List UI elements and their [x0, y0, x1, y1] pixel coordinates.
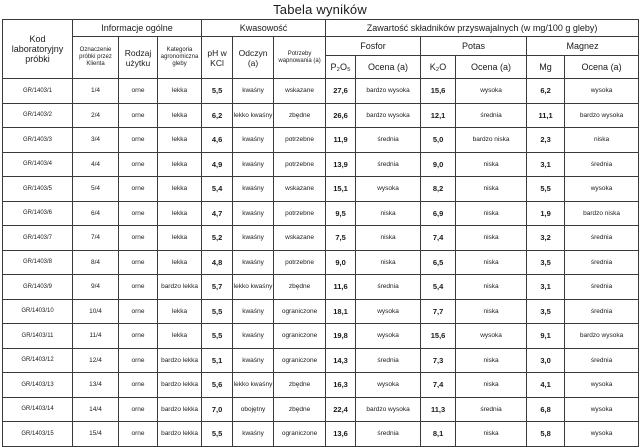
cell-potrzeby: ograniczone — [274, 422, 326, 447]
cell-oznaczenie: 11/4 — [73, 324, 119, 349]
cell-rodzaj: orne — [119, 103, 158, 128]
cell-p2o5: 27,6 — [326, 79, 356, 104]
cell-rodzaj: orne — [119, 373, 158, 398]
cell-odczyn: kwaśny — [233, 348, 274, 373]
cell-ocena-k: bardzo niska — [456, 128, 527, 153]
cell-k2o: 5,4 — [421, 275, 456, 300]
cell-mg: 3,1 — [527, 152, 565, 177]
cell-ocena-p: wysoka — [356, 177, 421, 202]
cell-oznaczenie: 9/4 — [73, 275, 119, 300]
cell-oznaczenie: 15/4 — [73, 422, 119, 447]
cell-rodzaj: orne — [119, 226, 158, 251]
cell-kod: GR/1403/1 — [3, 79, 73, 104]
cell-mg: 3,5 — [527, 299, 565, 324]
header-mg: Mg — [527, 56, 565, 79]
cell-rodzaj: orne — [119, 397, 158, 422]
cell-ocena-k: niska — [456, 348, 527, 373]
cell-potrzeby: potrzebne — [274, 152, 326, 177]
cell-k2o: 12,1 — [421, 103, 456, 128]
table-row — [3, 299, 639, 324]
cell-k2o: 7,3 — [421, 348, 456, 373]
cell-oznaczenie: 13/4 — [73, 373, 119, 398]
cell-oznaczenie: 8/4 — [73, 250, 119, 275]
cell-mg: 5,5 — [527, 177, 565, 202]
cell-ocena-mg: bardzo wysoka — [565, 324, 639, 349]
cell-ph: 5,1 — [202, 348, 233, 373]
cell-rodzaj: orne — [119, 348, 158, 373]
cell-rodzaj: orne — [119, 152, 158, 177]
cell-mg: 3,2 — [527, 226, 565, 251]
cell-potrzeby: wskazane — [274, 177, 326, 202]
cell-potrzeby: zbędne — [274, 275, 326, 300]
cell-kod: GR/1403/4 — [3, 152, 73, 177]
cell-ph: 5,2 — [202, 226, 233, 251]
cell-ocena-mg: średnia — [565, 299, 639, 324]
cell-kod: GR/1403/11 — [3, 324, 73, 349]
cell-ph: 5,6 — [202, 373, 233, 398]
cell-k2o: 11,3 — [421, 397, 456, 422]
header-magnez: Magnez — [527, 37, 639, 56]
cell-odczyn: kwaśny — [233, 324, 274, 349]
cell-odczyn: lekko kwaśny — [233, 275, 274, 300]
cell-ocena-p: średnia — [356, 152, 421, 177]
cell-kod: GR/1403/3 — [3, 128, 73, 153]
cell-ocena-mg: wysoka — [565, 397, 639, 422]
cell-k2o: 15,6 — [421, 324, 456, 349]
cell-rodzaj: orne — [119, 299, 158, 324]
table-row — [3, 177, 639, 202]
cell-potrzeby: zbędne — [274, 103, 326, 128]
cell-oznaczenie: 6/4 — [73, 201, 119, 226]
cell-ocena-p: średnia — [356, 422, 421, 447]
cell-k2o: 6,9 — [421, 201, 456, 226]
cell-kod: GR/1403/15 — [3, 422, 73, 447]
cell-ocena-p: bardzo wysoka — [356, 103, 421, 128]
cell-ocena-k: niska — [456, 422, 527, 447]
cell-ocena-k: niska — [456, 226, 527, 251]
cell-kod: GR/1403/7 — [3, 226, 73, 251]
cell-ocena-mg: średnia — [565, 348, 639, 373]
cell-kategoria: bardzo lekka — [158, 422, 202, 447]
cell-potrzeby: ograniczone — [274, 299, 326, 324]
cell-potrzeby: ograniczone — [274, 348, 326, 373]
header-kod: Kod laboratoryjny próbki — [3, 20, 73, 79]
cell-k2o: 9,0 — [421, 152, 456, 177]
cell-oznaczenie: 12/4 — [73, 348, 119, 373]
table-row — [3, 201, 639, 226]
cell-potrzeby: zbędne — [274, 373, 326, 398]
table-row — [3, 324, 639, 349]
header-kwasowosc: Kwasowość — [202, 20, 326, 37]
cell-p2o5: 18,1 — [326, 299, 356, 324]
cell-rodzaj: orne — [119, 250, 158, 275]
cell-oznaczenie: 7/4 — [73, 226, 119, 251]
cell-oznaczenie: 14/4 — [73, 397, 119, 422]
cell-odczyn: lekko kwaśny — [233, 103, 274, 128]
cell-k2o: 7,4 — [421, 373, 456, 398]
cell-kategoria: lekka — [158, 128, 202, 153]
cell-ph: 6,2 — [202, 103, 233, 128]
cell-kategoria: bardzo lekka — [158, 348, 202, 373]
cell-oznaczenie: 2/4 — [73, 103, 119, 128]
results-table — [2, 19, 639, 447]
cell-odczyn: kwaśny — [233, 250, 274, 275]
cell-ph: 5,4 — [202, 177, 233, 202]
cell-potrzeby: potrzebne — [274, 128, 326, 153]
cell-kod: GR/1403/12 — [3, 348, 73, 373]
cell-ph: 7,0 — [202, 397, 233, 422]
table-row — [3, 79, 639, 104]
cell-ocena-k: średnia — [456, 397, 527, 422]
table-row — [3, 250, 639, 275]
cell-potrzeby: ograniczone — [274, 324, 326, 349]
cell-ocena-mg: wysoka — [565, 422, 639, 447]
cell-ocena-p: wysoka — [356, 373, 421, 398]
cell-ocena-p: wysoka — [356, 324, 421, 349]
cell-mg: 2,3 — [527, 128, 565, 153]
cell-ph: 5,5 — [202, 79, 233, 104]
header-odczyn: Odczyn (a) — [233, 37, 274, 79]
cell-mg: 6,8 — [527, 397, 565, 422]
cell-kategoria: lekka — [158, 250, 202, 275]
cell-rodzaj: orne — [119, 422, 158, 447]
header-ph: pH w KCl — [202, 37, 233, 79]
cell-ph: 5,5 — [202, 324, 233, 349]
cell-ocena-p: niska — [356, 226, 421, 251]
cell-ocena-k: niska — [456, 152, 527, 177]
cell-mg: 3,5 — [527, 250, 565, 275]
cell-rodzaj: orne — [119, 79, 158, 104]
cell-kod: GR/1403/2 — [3, 103, 73, 128]
cell-k2o: 8,1 — [421, 422, 456, 447]
cell-kod: GR/1403/6 — [3, 201, 73, 226]
cell-mg: 11,1 — [527, 103, 565, 128]
cell-mg: 3,0 — [527, 348, 565, 373]
cell-ocena-k: niska — [456, 299, 527, 324]
cell-kategoria: lekka — [158, 201, 202, 226]
table-row — [3, 275, 639, 300]
cell-ph: 5,5 — [202, 299, 233, 324]
cell-ocena-mg: niska — [565, 128, 639, 153]
table-row — [3, 152, 639, 177]
cell-ocena-mg: wysoka — [565, 373, 639, 398]
cell-ocena-mg: średnia — [565, 226, 639, 251]
cell-p2o5: 19,8 — [326, 324, 356, 349]
cell-p2o5: 11,6 — [326, 275, 356, 300]
cell-rodzaj: orne — [119, 324, 158, 349]
table-row — [3, 397, 639, 422]
cell-odczyn: kwaśny — [233, 128, 274, 153]
cell-k2o: 15,6 — [421, 79, 456, 104]
cell-ocena-p: bardzo wysoka — [356, 397, 421, 422]
cell-p2o5: 13,9 — [326, 152, 356, 177]
cell-ocena-p: średnia — [356, 128, 421, 153]
cell-p2o5: 15,1 — [326, 177, 356, 202]
cell-kod: GR/1403/8 — [3, 250, 73, 275]
cell-ocena-k: niska — [456, 373, 527, 398]
cell-p2o5: 16,3 — [326, 373, 356, 398]
cell-ocena-mg: bardzo wysoka — [565, 103, 639, 128]
cell-ocena-k: niska — [456, 275, 527, 300]
table-row — [3, 373, 639, 398]
cell-mg: 1,9 — [527, 201, 565, 226]
cell-kategoria: bardzo lekka — [158, 373, 202, 398]
cell-oznaczenie: 10/4 — [73, 299, 119, 324]
table-row — [3, 128, 639, 153]
cell-ocena-p: wysoka — [356, 299, 421, 324]
cell-p2o5: 11,9 — [326, 128, 356, 153]
cell-ocena-k: niska — [456, 201, 527, 226]
cell-ocena-p: bardzo wysoka — [356, 79, 421, 104]
header-k2o: K₂O — [421, 56, 456, 79]
table-row — [3, 103, 639, 128]
table-row — [3, 422, 639, 447]
cell-ocena-p: średnia — [356, 275, 421, 300]
cell-kod: GR/1403/13 — [3, 373, 73, 398]
cell-odczyn: kwaśny — [233, 152, 274, 177]
cell-ocena-k: niska — [456, 177, 527, 202]
cell-potrzeby: zbędne — [274, 397, 326, 422]
cell-ph: 4,8 — [202, 250, 233, 275]
cell-p2o5: 26,6 — [326, 103, 356, 128]
cell-rodzaj: orne — [119, 201, 158, 226]
header-info: Informacje ogólne — [73, 20, 202, 37]
header-potrzeby: Potrzeby wapnowania (a) — [274, 37, 326, 79]
cell-odczyn: lekko kwaśny — [233, 373, 274, 398]
cell-kod: GR/1403/9 — [3, 275, 73, 300]
header-ocena-p: Ocena (a) — [356, 56, 421, 79]
cell-ph: 4,7 — [202, 201, 233, 226]
header-potas: Potas — [421, 37, 527, 56]
table-row — [3, 226, 639, 251]
cell-oznaczenie: 5/4 — [73, 177, 119, 202]
cell-ocena-p: niska — [356, 250, 421, 275]
cell-k2o: 5,0 — [421, 128, 456, 153]
cell-kategoria: lekka — [158, 152, 202, 177]
cell-ocena-mg: wysoka — [565, 177, 639, 202]
cell-mg: 3,1 — [527, 275, 565, 300]
cell-potrzeby: potrzebne — [274, 201, 326, 226]
cell-mg: 9,1 — [527, 324, 565, 349]
header-kategoria: Kategoria agronomiczna gleby — [158, 37, 202, 79]
table-row — [3, 348, 639, 373]
cell-kategoria: lekka — [158, 177, 202, 202]
header-zawartosc: Zawartość składników przyswajalnych (w mg/100 g gleby) — [326, 20, 639, 37]
cell-ocena-mg: wysoka — [565, 79, 639, 104]
cell-k2o: 6,5 — [421, 250, 456, 275]
cell-rodzaj: orne — [119, 177, 158, 202]
cell-k2o: 7,4 — [421, 226, 456, 251]
table-title: Tabela wyników — [273, 2, 367, 17]
cell-ocena-mg: średnia — [565, 152, 639, 177]
header-ocena-k: Ocena (a) — [456, 56, 527, 79]
cell-ph: 4,9 — [202, 152, 233, 177]
header-oznaczenie: Oznaczenie próbki przez Klienta — [73, 37, 119, 79]
cell-oznaczenie: 4/4 — [73, 152, 119, 177]
cell-ocena-k: wysoka — [456, 324, 527, 349]
cell-oznaczenie: 3/4 — [73, 128, 119, 153]
cell-ph: 4,6 — [202, 128, 233, 153]
cell-odczyn: kwaśny — [233, 79, 274, 104]
header-fosfor: Fosfor — [326, 37, 421, 56]
cell-mg: 5,8 — [527, 422, 565, 447]
cell-rodzaj: orne — [119, 275, 158, 300]
cell-kategoria: lekka — [158, 103, 202, 128]
cell-k2o: 7,7 — [421, 299, 456, 324]
cell-p2o5: 9,5 — [326, 201, 356, 226]
cell-rodzaj: orne — [119, 128, 158, 153]
cell-ocena-mg: średnia — [565, 275, 639, 300]
cell-odczyn: kwaśny — [233, 299, 274, 324]
cell-potrzeby: potrzebne — [274, 250, 326, 275]
cell-kategoria: bardzo lekka — [158, 397, 202, 422]
cell-kategoria: lekka — [158, 299, 202, 324]
cell-kategoria: lekka — [158, 79, 202, 104]
cell-odczyn: obojętny — [233, 397, 274, 422]
cell-ocena-k: wysoka — [456, 79, 527, 104]
header-p2o5: P₂O₅ — [326, 56, 356, 79]
cell-odczyn: kwaśny — [233, 226, 274, 251]
cell-p2o5: 13,6 — [326, 422, 356, 447]
cell-mg: 4,1 — [527, 373, 565, 398]
cell-kategoria: bardzo lekka — [158, 275, 202, 300]
cell-p2o5: 14,3 — [326, 348, 356, 373]
table-body — [3, 79, 639, 447]
cell-k2o: 8,2 — [421, 177, 456, 202]
header-ocena-mg: Ocena (a) — [565, 56, 639, 79]
cell-odczyn: kwaśny — [233, 177, 274, 202]
cell-p2o5: 22,4 — [326, 397, 356, 422]
cell-odczyn: kwaśny — [233, 422, 274, 447]
cell-ocena-p: średnia — [356, 348, 421, 373]
cell-odczyn: kwaśny — [233, 201, 274, 226]
cell-oznaczenie: 1/4 — [73, 79, 119, 104]
cell-ph: 5,5 — [202, 422, 233, 447]
cell-p2o5: 9,0 — [326, 250, 356, 275]
cell-ocena-k: niska — [456, 250, 527, 275]
cell-p2o5: 7,5 — [326, 226, 356, 251]
cell-ocena-mg: średnia — [565, 250, 639, 275]
cell-ocena-p: niska — [356, 201, 421, 226]
cell-potrzeby: wskazane — [274, 79, 326, 104]
header-rodzaj: Rodzaj użytku — [119, 37, 158, 79]
cell-kategoria: lekka — [158, 226, 202, 251]
cell-potrzeby: wskazane — [274, 226, 326, 251]
cell-ocena-mg: bardzo niska — [565, 201, 639, 226]
cell-kod: GR/1403/10 — [3, 299, 73, 324]
cell-kod: GR/1403/14 — [3, 397, 73, 422]
cell-kod: GR/1403/5 — [3, 177, 73, 202]
cell-ocena-k: średnia — [456, 103, 527, 128]
cell-mg: 6,2 — [527, 79, 565, 104]
cell-kategoria: lekka — [158, 324, 202, 349]
cell-ph: 5,7 — [202, 275, 233, 300]
